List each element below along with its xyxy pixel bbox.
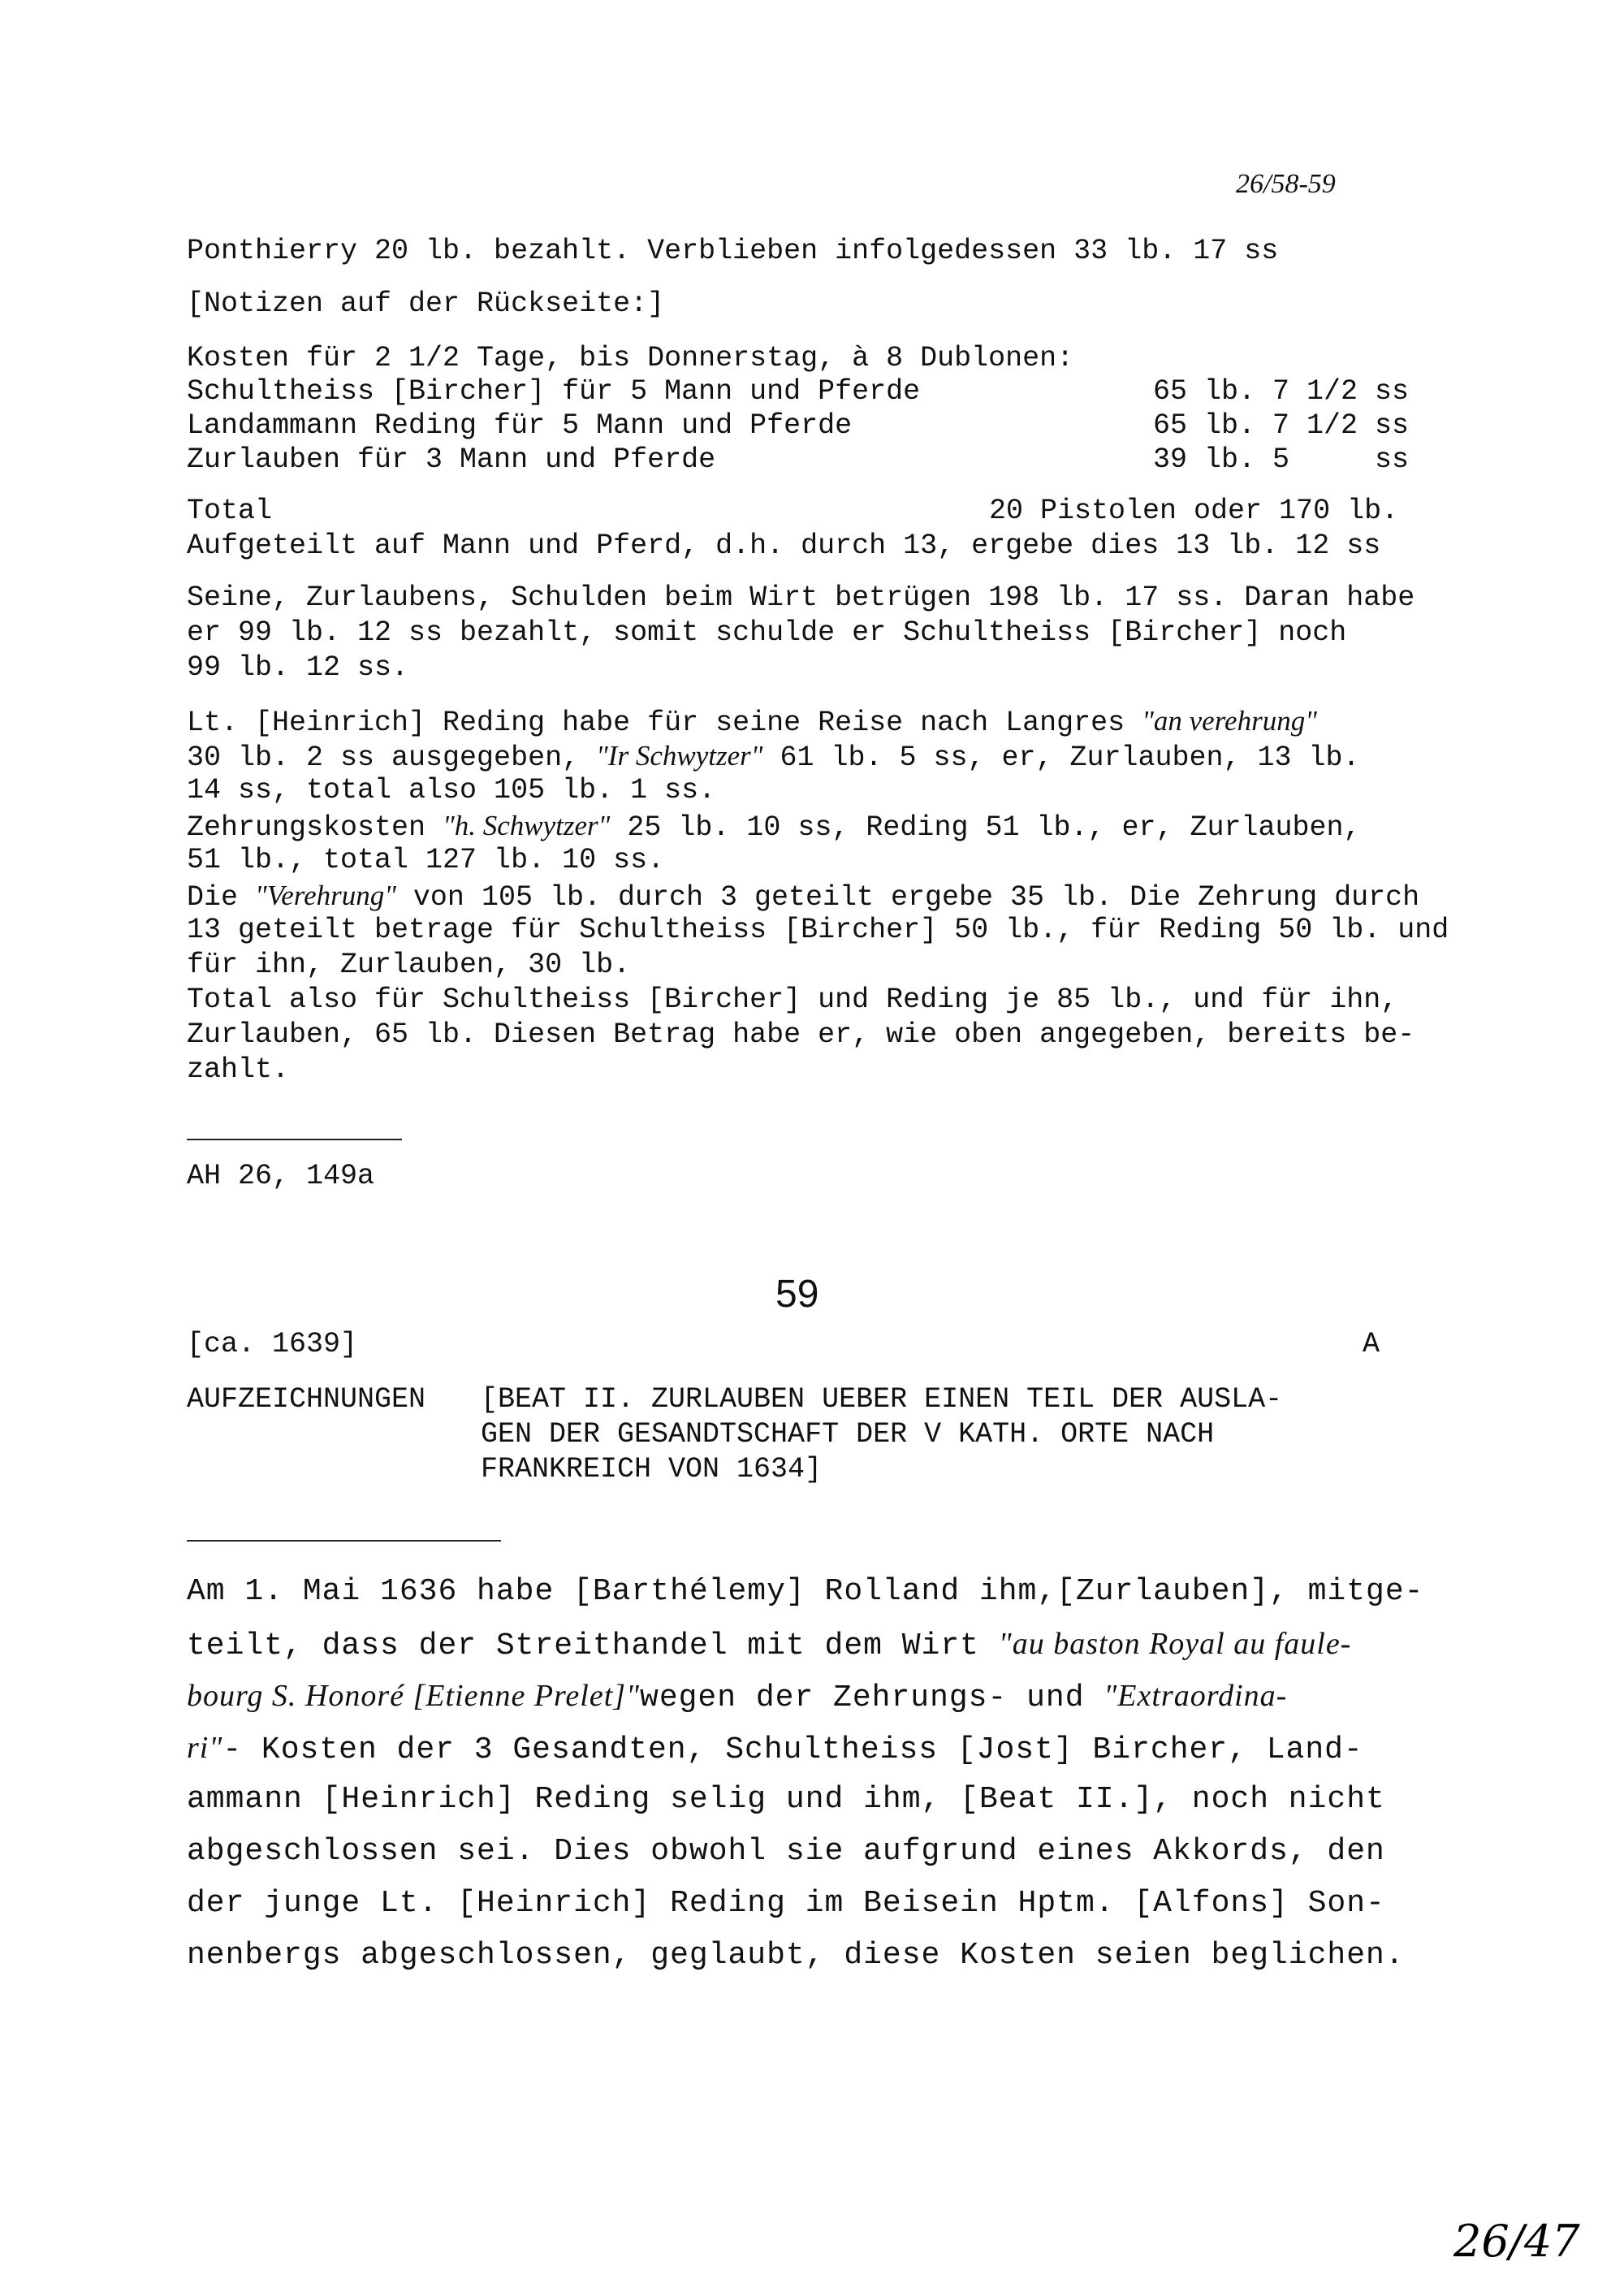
lt-line: 13 geteilt betrage für Schultheiss [Bircher] 50 lb., für Reding 50 lb. und bbox=[187, 914, 1449, 946]
footnote-rule bbox=[187, 1139, 402, 1140]
text: 30 lb. 2 ss ausgegeben, bbox=[187, 742, 597, 774]
title-line: GEN DER GESANDTSCHAFT DER V KATH. ORTE NACH bbox=[481, 1418, 1215, 1451]
text: von 105 lb. durch 3 geteilt ergebe 35 lb. Die Zehrung durch bbox=[395, 881, 1420, 914]
lt-line: für ihn, Zurlauben, 30 lb. bbox=[187, 949, 631, 981]
text: Zehrungskosten bbox=[187, 811, 443, 844]
quote: "Verehrung" bbox=[255, 880, 396, 911]
body-line: ammann [Heinrich] Reding selig und ihm, [Beat II.], noch nicht bbox=[187, 1782, 1385, 1817]
cost-row bbox=[187, 409, 1410, 443]
lt-line bbox=[187, 703, 1317, 741]
text: 61 lb. 5 ss, er, Zurlauben, 13 lb. bbox=[762, 742, 1360, 774]
text: - Kosten der 3 Gesandten, Schultheiss [Jost] Bircher, Land- bbox=[222, 1732, 1363, 1767]
seine-line: er 99 lb. 12 ss bezahlt, somit schulde er Schultheiss [Bircher] noch bbox=[187, 616, 1347, 649]
quote: "an verehrung" bbox=[1142, 705, 1317, 737]
document-number: 59 bbox=[775, 1273, 819, 1316]
body-line: abgeschlossen sei. Dies obwohl sie aufgrund eines Akkords, den bbox=[187, 1834, 1385, 1869]
title-line: [BEAT II. ZURLAUBEN UEBER EINEN TEIL DER AUSLA- bbox=[481, 1383, 1283, 1416]
total-value: 20 Pistolen oder 170 lb. bbox=[989, 495, 1399, 527]
section-rule bbox=[187, 1540, 501, 1542]
handwritten-folio: 26/47 bbox=[1453, 2216, 1580, 2267]
page-reference: 26/58-59 bbox=[1236, 169, 1336, 199]
quote: "au baston Royal au faule- bbox=[998, 1627, 1352, 1661]
quote: bourg S. Honoré [Etienne Prelet]" bbox=[187, 1679, 641, 1713]
quote: "Ir Schwytzer" bbox=[596, 740, 763, 772]
lt-line: Zurlauben, 65 lb. Diesen Betrag habe er, wie oben angegeben, bereits be- bbox=[187, 1018, 1415, 1051]
cost-row bbox=[187, 374, 1410, 409]
costs-intro: Kosten für 2 1/2 Tage, bis Donnerstag, à 8 Dublonen: bbox=[187, 342, 1074, 374]
total-label: Total bbox=[187, 495, 273, 527]
lt-line: 51 lb., total 127 lb. 10 ss. bbox=[187, 844, 665, 876]
document-date: [ca. 1639] bbox=[187, 1328, 358, 1360]
lt-line: zahlt. bbox=[187, 1053, 290, 1086]
seine-line: Seine, Zurlaubens, Schulden beim Wirt betrügen 198 lb. 17 ss. Daran habe bbox=[187, 582, 1415, 614]
text: 25 lb. 10 ss, Reding 51 lb., er, Zurlauben, bbox=[610, 811, 1361, 844]
quote: "h. Schwytzer" bbox=[443, 810, 611, 841]
seine-line: 99 lb. 12 ss. bbox=[187, 651, 409, 684]
source-reference: AH 26, 149a bbox=[187, 1160, 375, 1192]
body-line: nenbergs abgeschlossen, geglaubt, diese Kosten seien beglichen. bbox=[187, 1938, 1405, 1973]
quote: ri" bbox=[187, 1731, 223, 1765]
text: wegen der Zehrungs- und bbox=[640, 1680, 1104, 1715]
text: teilt, dass der Streithandel mit dem Wirt bbox=[187, 1628, 999, 1663]
cost-amount: 39 lb. 5 ss bbox=[1153, 443, 1410, 476]
lt-line bbox=[187, 738, 1360, 776]
cost-amount: 65 lb. 7 1/2 ss bbox=[1153, 409, 1410, 442]
body-line: der junge Lt. [Heinrich] Reding im Beisein Hptm. [Alfons] Son- bbox=[187, 1886, 1385, 1921]
paragraph-ponthierry: Ponthierry 20 lb. bezahlt. Verblieben infolgedessen 33 lb. 17 ss bbox=[187, 235, 1279, 267]
title-line: FRANKREICH VON 1634] bbox=[481, 1453, 823, 1485]
notes-heading: [Notizen auf der Rückseite:] bbox=[187, 288, 665, 320]
body-line: Am 1. Mai 1636 habe [Barthélemy] Rolland ihm,[Zurlauben], mitge- bbox=[187, 1574, 1424, 1609]
text: Die bbox=[187, 881, 256, 914]
cost-label: Schultheiss [Bircher] für 5 Mann und Pferde bbox=[187, 375, 921, 408]
quote: "Extraordina- bbox=[1104, 1679, 1288, 1713]
lt-line bbox=[187, 878, 1419, 915]
lt-line bbox=[187, 808, 1361, 845]
document-class: A bbox=[1363, 1328, 1380, 1360]
cost-amount: 65 lb. 7 1/2 ss bbox=[1153, 375, 1410, 408]
text: Lt. [Heinrich] Reding habe für seine Reise nach Langres bbox=[187, 707, 1142, 739]
cost-label: Zurlauben für 3 Mann und Pferde bbox=[187, 443, 716, 476]
lt-line: Total also für Schultheiss [Bircher] und Reding je 85 lb., und für ihn, bbox=[187, 984, 1398, 1016]
body-line bbox=[187, 1618, 1351, 1672]
aufgeteilt-line: Aufgeteilt auf Mann und Pferd, d.h. durch 13, ergebe dies 13 lb. 12 ss bbox=[187, 530, 1381, 562]
body-line bbox=[187, 1670, 1287, 1724]
cost-label: Landammann Reding für 5 Mann und Pferde bbox=[187, 409, 853, 442]
cost-row bbox=[187, 443, 1410, 478]
lt-line: 14 ss, total also 105 lb. 1 ss. bbox=[187, 774, 716, 807]
body-line bbox=[187, 1722, 1363, 1776]
title-label: AUFZEICHNUNGEN bbox=[187, 1383, 426, 1416]
